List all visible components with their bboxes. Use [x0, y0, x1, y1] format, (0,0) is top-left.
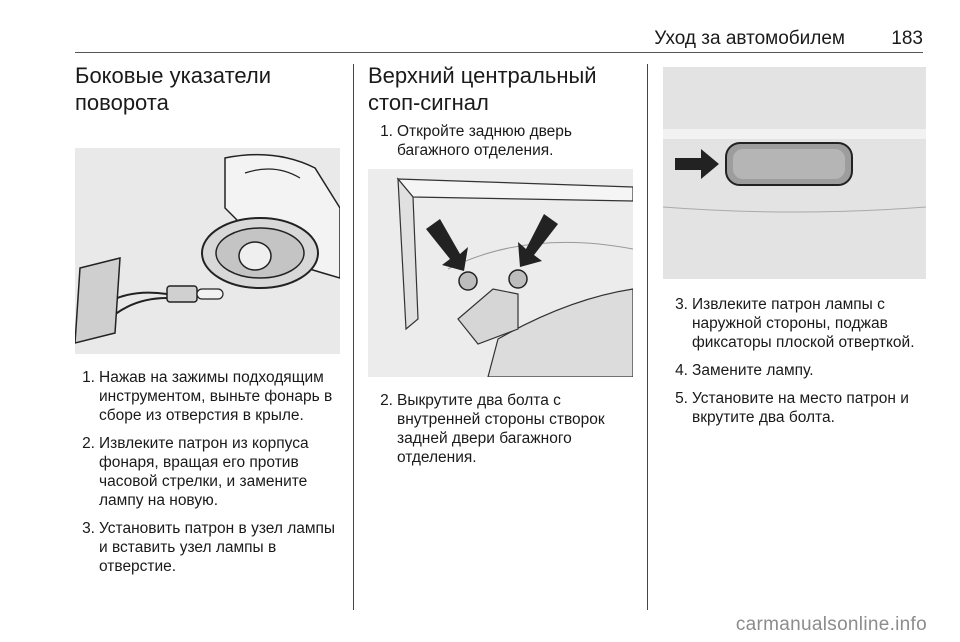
- page-header: [75, 28, 923, 53]
- list-item: 5. Установите на место патрон и вкрутите два болта.: [675, 390, 909, 426]
- heading-center-brake-light: Верхний центральный стоп-сигнал: [368, 63, 597, 115]
- brake-light-location-illustration: [663, 67, 926, 279]
- list-item: 3. Извлеките патрон лампы с наружной стороны, поджав фиксаторы плоской отверткой.: [675, 296, 915, 351]
- column-lamp-replacement: [663, 62, 926, 436]
- heading-side-indicators: Боковые указатели поворота: [75, 63, 272, 115]
- section-title: Уход за автомобилем: [654, 28, 845, 49]
- page-number: 183: [891, 28, 923, 49]
- list-item: 2. Извлеките патрон из корпуса фонаря, вращая его против часовой стрелки, и замените лампу на новую.: [82, 435, 309, 509]
- column-center-brake-light: [368, 62, 633, 476]
- tailgate-bolts-illustration: [368, 169, 633, 377]
- steps-list: [373, 391, 633, 467]
- column-divider: [353, 64, 354, 610]
- list-item: 3. Установить патрон в узел лампы и вставить узел лампы в отверстие.: [82, 520, 336, 575]
- steps-list: [668, 295, 926, 427]
- column-side-indicators: [75, 62, 340, 585]
- steps-list: [373, 122, 633, 160]
- list-item: 1. Нажав на зажимы подходящим инструментом, выньте фонарь в сборе из отверстия в крыле.: [82, 369, 333, 424]
- watermark-text: carmanualsonline.info: [735, 614, 927, 635]
- list-item: 2. Выкрутите два болта с внутренней стороны створок задней двери багажного отделения.: [380, 392, 605, 466]
- list-item: 4. Замените лампу.: [675, 362, 814, 379]
- steps-list: [75, 368, 340, 576]
- list-item: 1. Откройте заднюю дверь багажного отделения.: [380, 123, 572, 159]
- side-indicator-illustration: [75, 148, 340, 354]
- column-divider: [647, 64, 648, 610]
